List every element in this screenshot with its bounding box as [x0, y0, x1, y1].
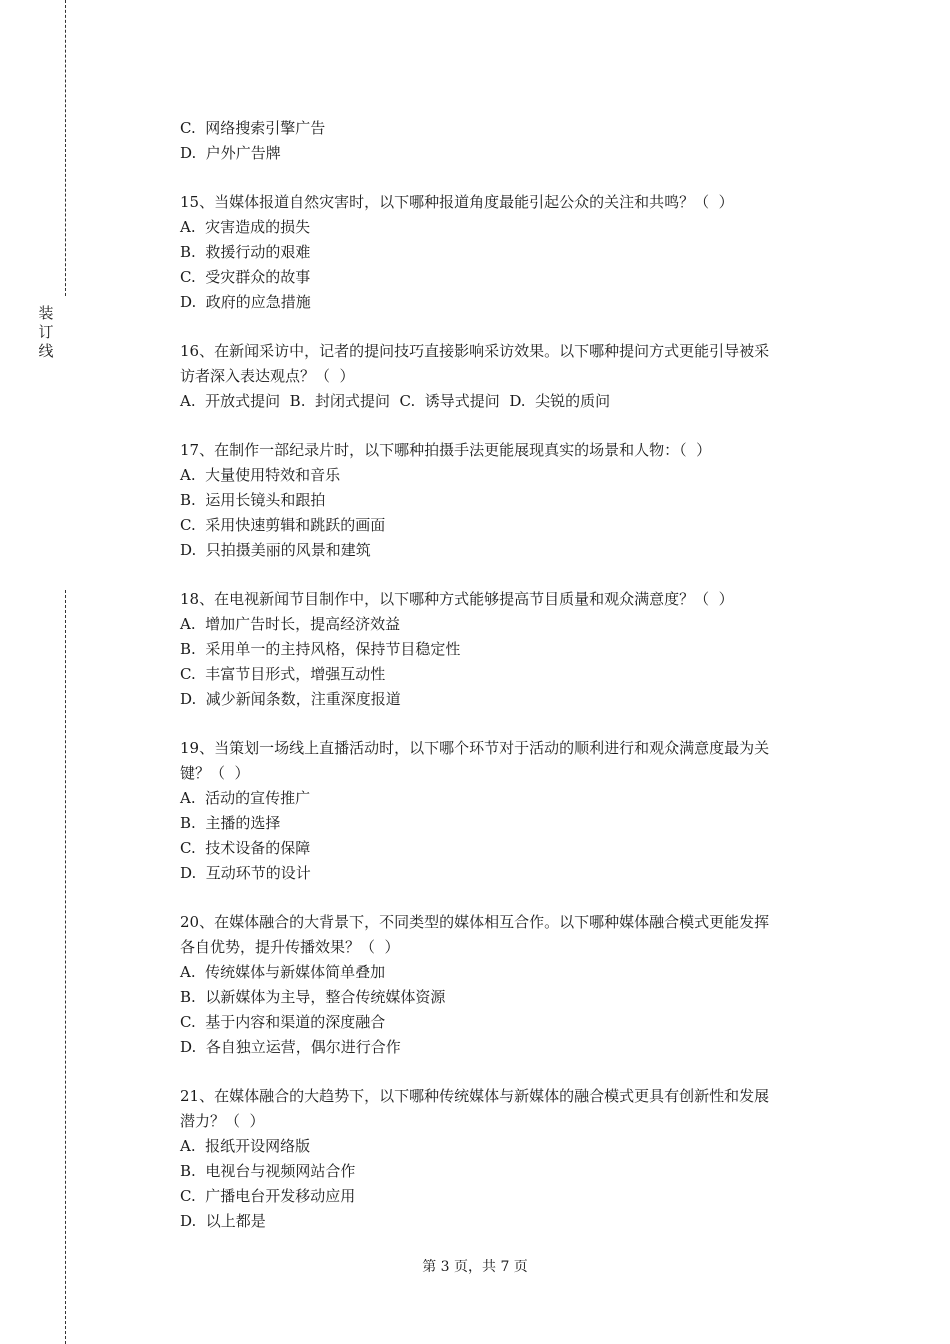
- question-19: [180, 736, 840, 886]
- question-18: [180, 587, 840, 712]
- question-16: [180, 339, 840, 414]
- question-stem: 18、在电视新闻节目制作中，以下哪种方式能够提高节目质量和观众满意度？（ ）: [180, 590, 734, 608]
- option-line: A. 活动的宣传推广: [180, 789, 311, 807]
- option-line: A. 传统媒体与新媒体简单叠加: [180, 963, 386, 981]
- option-line: D. 减少新闻条数，注重深度报道: [180, 690, 401, 708]
- option-line: D. 互动环节的设计: [180, 864, 311, 882]
- option-line: A. 报纸开设网络版: [180, 1137, 311, 1155]
- option-line: C. 广播电台开发移动应用: [180, 1187, 356, 1205]
- question-stem: 21、在媒体融合的大趋势下，以下哪种传统媒体与新媒体的融合模式更具有创新性和发展: [180, 1087, 770, 1105]
- question-17: [180, 438, 840, 563]
- option-line: C. 网络搜索引擎广告: [180, 119, 326, 137]
- option-line: D. 户外广告牌: [180, 144, 281, 162]
- option-line: D. 政府的应急措施: [180, 293, 311, 311]
- option-line: C. 技术设备的保障: [180, 839, 311, 857]
- option-line: A. 开放式提问 B. 封闭式提问 C. 诱导式提问 D. 尖锐的质问: [180, 392, 611, 410]
- question-stem: 潜力？（ ）: [180, 1112, 265, 1130]
- option-line: D. 以上都是: [180, 1212, 266, 1230]
- question-stem: 15、当媒体报道自然灾害时，以下哪种报道角度最能引起公众的关注和共鸣？（ ）: [180, 193, 734, 211]
- question-stem: 17、在制作一部纪录片时，以下哪种拍摄手法更能展现真实的场景和人物：（ ）: [180, 441, 712, 459]
- option-line: C. 采用快速剪辑和跳跃的画面: [180, 516, 386, 534]
- option-line: C. 丰富节目形式，增强互动性: [180, 665, 386, 683]
- option-line: B. 救援行动的艰难: [180, 243, 311, 261]
- option-line: A. 灾害造成的损失: [180, 218, 311, 236]
- option-line: B. 运用长镜头和跟拍: [180, 491, 326, 509]
- binding-label-char: 订: [38, 323, 54, 341]
- question-15: [180, 190, 840, 315]
- question-stem: 20、在媒体融合的大背景下，不同类型的媒体相互合作。以下哪种媒体融合模式更能发挥: [180, 913, 770, 931]
- question-stem: 键？（ ）: [180, 764, 250, 782]
- option-line: B. 采用单一的主持风格，保持节目稳定性: [180, 640, 461, 658]
- option-line: B. 电视台与视频网站合作: [180, 1162, 356, 1180]
- option-line: C. 受灾群众的故事: [180, 268, 311, 286]
- option-line: B. 以新媒体为主导，整合传统媒体资源: [180, 988, 446, 1006]
- option-line: C. 基于内容和渠道的深度融合: [180, 1013, 386, 1031]
- question-stem: 16、在新闻采访中，记者的提问技巧直接影响采访效果。以下哪种提问方式更能引导被采: [180, 342, 770, 360]
- binding-label-char: 线: [38, 342, 54, 360]
- binding-dashed-line-top: [65, 0, 66, 296]
- option-line: D. 各自独立运营，偶尔进行合作: [180, 1038, 401, 1056]
- option-line: D. 只拍摄美丽的风景和建筑: [180, 541, 371, 559]
- question-14-tail: [180, 116, 840, 166]
- option-line: B. 主播的选择: [180, 814, 281, 832]
- binding-label-char: 装: [38, 304, 54, 322]
- option-line: A. 大量使用特效和音乐: [180, 466, 341, 484]
- question-stem: 19、当策划一场线上直播活动时，以下哪个环节对于活动的顺利进行和观众满意度最为关: [180, 739, 770, 757]
- question-content: [180, 116, 840, 1234]
- option-line: A. 增加广告时长，提高经济效益: [180, 615, 401, 633]
- question-stem: 访者深入表达观点？（ ）: [180, 367, 355, 385]
- question-21: [180, 1084, 840, 1234]
- question-stem: 各自优势，提升传播效果？（ ）: [180, 938, 400, 956]
- binding-label: [38, 304, 54, 361]
- binding-dashed-line-bottom: [65, 590, 66, 1344]
- page-footer: 第 3 页，共 7 页: [422, 1259, 528, 1275]
- question-20: [180, 910, 840, 1060]
